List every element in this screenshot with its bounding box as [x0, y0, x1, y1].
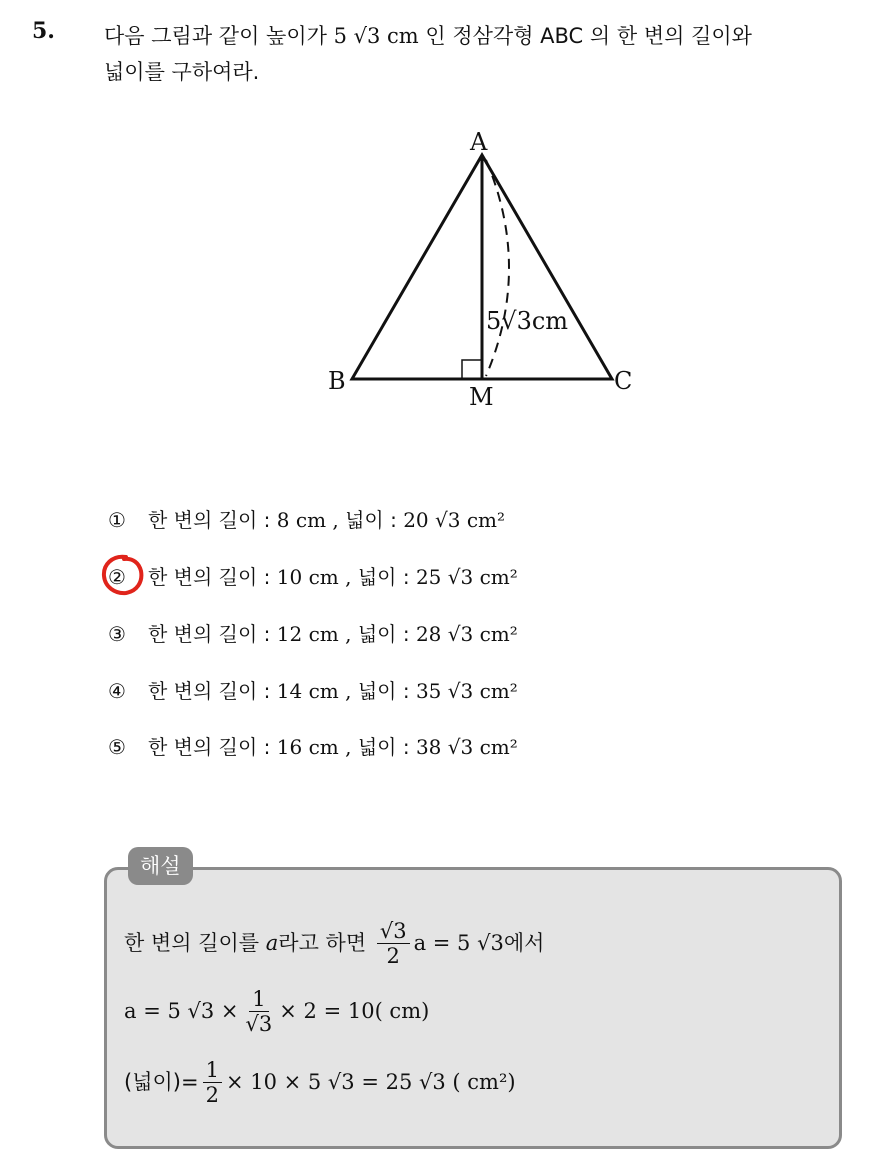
solution-equation: a = 5 √3 ×	[124, 999, 239, 1023]
choice-separator: ,	[338, 565, 358, 589]
choice-separator: ,	[338, 622, 358, 646]
choice-area-value: 28 √3 cm²	[415, 622, 518, 646]
choice-side-label: 한 변의 길이 :	[148, 565, 277, 589]
fraction	[203, 1058, 222, 1107]
choice-area-label: 넓이 :	[345, 508, 404, 532]
choice-side-value: 12 cm	[276, 622, 339, 646]
question-line-1-start: 다음 그림과 같이 높이가	[104, 24, 334, 48]
solution-equation: a = 5 √3	[413, 931, 504, 955]
solution-text: (넓이)=	[124, 1070, 199, 1094]
choice-number: ①	[108, 508, 126, 532]
choice-area-value: 35 √3 cm²	[415, 679, 518, 703]
solution-equation: × 2 = 10( cm)	[279, 999, 430, 1023]
solution-line-1	[124, 917, 544, 969]
vertex-label-a: A	[470, 128, 488, 156]
solution-variable: a	[265, 931, 279, 955]
vertex-label-c: C	[614, 367, 633, 395]
choice-1[interactable]	[108, 500, 505, 540]
choice-4[interactable]	[108, 671, 518, 711]
fraction	[243, 987, 276, 1036]
choice-number: ⑤	[108, 735, 126, 759]
height-brace	[486, 160, 509, 376]
fraction-denominator: 2	[205, 1082, 219, 1107]
solution-line-3	[124, 1056, 516, 1108]
question-number: 5.	[32, 18, 55, 44]
choice-5[interactable]	[108, 727, 518, 767]
solution-equation: × 10 × 5 √3 = 25 √3 ( cm²)	[225, 1070, 516, 1094]
choice-side-value: 16 cm	[276, 735, 339, 759]
question-height-value: 5 √3 cm	[333, 24, 419, 48]
choice-side-label: 한 변의 길이 :	[148, 508, 277, 532]
choice-2[interactable]	[108, 557, 518, 597]
choice-number: ②	[108, 565, 126, 589]
foot-label-m: M	[469, 383, 494, 411]
choice-area-label: 넓이 :	[357, 735, 416, 759]
choice-area-label: 넓이 :	[357, 622, 416, 646]
choice-area-value: 38 √3 cm²	[415, 735, 518, 759]
answer-mark-stroke	[104, 557, 141, 593]
choice-side-label: 한 변의 길이 :	[148, 622, 277, 646]
choice-area-label: 넓이 :	[357, 679, 416, 703]
question-line-2: 넓이를 구하여라.	[104, 60, 260, 84]
fraction-numerator: 1	[203, 1058, 222, 1083]
fraction-denominator: √3	[245, 1011, 273, 1036]
choice-separator: ,	[338, 679, 358, 703]
choice-side-value: 10 cm	[276, 565, 339, 589]
choice-separator: ,	[326, 508, 346, 532]
choice-area-label: 넓이 :	[357, 565, 416, 589]
choice-number: ④	[108, 679, 126, 703]
choice-side-label: 한 변의 길이 :	[148, 679, 277, 703]
solution-text: 에서	[503, 931, 545, 955]
answer-mark-circle	[100, 553, 146, 597]
solution-text: 한 변의 길이를	[124, 931, 260, 955]
fraction-denominator: 2	[386, 943, 400, 968]
choice-number: ③	[108, 622, 126, 646]
choice-area-value: 20 √3 cm²	[403, 508, 506, 532]
solution-tag: 해설	[128, 847, 193, 885]
height-label: 5√3cm	[486, 307, 569, 335]
choice-separator: ,	[338, 735, 358, 759]
choice-area-value: 25 √3 cm²	[415, 565, 518, 589]
fraction	[377, 919, 410, 968]
choice-side-label: 한 변의 길이 :	[148, 735, 277, 759]
choice-side-value: 8 cm	[276, 508, 327, 532]
question-line-1-end: 인 정삼각형 ABC 의 한 변의 길이와	[418, 24, 752, 48]
vertex-label-b: B	[328, 367, 346, 395]
choice-3[interactable]	[108, 614, 518, 654]
triangle-diagram	[0, 0, 884, 440]
fraction-numerator: 1	[249, 987, 268, 1012]
fraction-numerator: √3	[377, 919, 410, 944]
solution-line-2	[124, 985, 429, 1037]
solution-text: 라고 하면	[278, 931, 367, 955]
choice-side-value: 14 cm	[276, 679, 339, 703]
right-angle-mark	[462, 360, 482, 379]
